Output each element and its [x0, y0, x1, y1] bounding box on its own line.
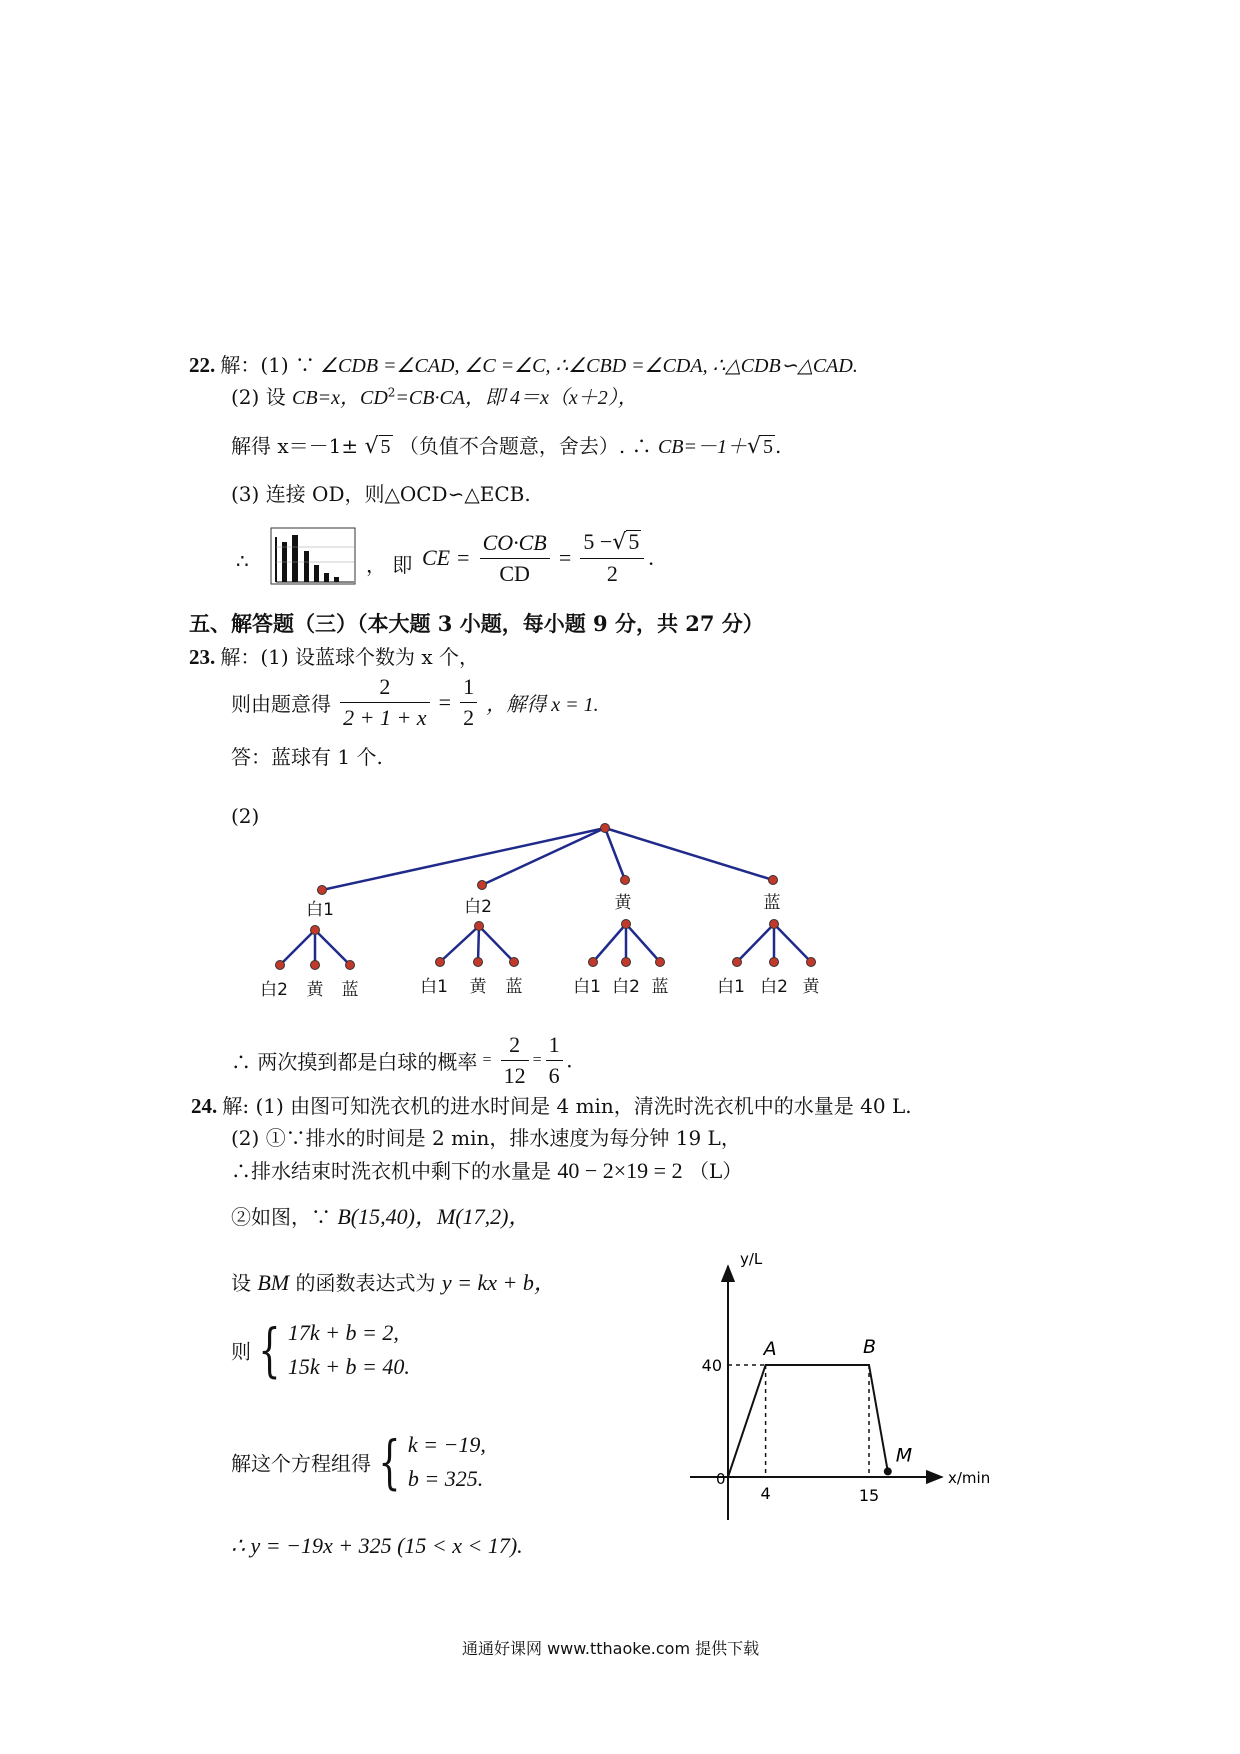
q22-line1: 22. 解：(1) ∵ ∠CDB =∠CAD, ∠C =∠C, ∴∠CBD =∠CDA, ∴△CDB∽△CAD.: [189, 353, 858, 377]
tree-leaf-2-1: [436, 958, 445, 967]
x-tick-4: 4: [760, 1484, 771, 1503]
tree-node-first-3: [621, 876, 630, 885]
tree-branch-3-3: [626, 924, 660, 962]
tree-leaf-2-2: [474, 958, 483, 967]
q22-line4: (3) 连接 OD，则△OCD∽△ECB.: [231, 482, 531, 506]
tree-leaf-label-3-3: 蓝: [651, 977, 669, 997]
tree-leaf-label-4-2: 白2: [760, 977, 788, 997]
fraction-1-over-6: $\frac{1}{6}$: [546, 1030, 563, 1091]
tree-leaf-label-4-1: 白1: [717, 977, 745, 997]
tree-branch-3: [605, 828, 625, 880]
tree-root-node: [601, 824, 610, 833]
q24-line1: 24. 解: (1) 由图可知洗衣机的进水时间是 4 min，清洗时洗衣机中的水量是 40 L.: [191, 1094, 912, 1118]
embedded-formula-image: [270, 527, 356, 585]
point-label-m: M: [895, 1444, 913, 1467]
y-axis-label: y/L: [740, 1250, 763, 1268]
tree-branch-1-1: [280, 930, 315, 965]
fraction-2-over-sum: $\frac{2}{2 + 1 + x}$: [340, 672, 429, 733]
tree-subnode-4: [770, 920, 779, 929]
tree-subnode-3: [622, 920, 631, 929]
tree-diagram: [250, 810, 870, 1010]
tree-leaf-label-2-2: 黄: [469, 977, 487, 997]
water-line: [728, 1365, 888, 1477]
q23-conclusion: ∴ 两次摸到都是白球的概率 = $\frac{2}{12}$ = $\frac{1}{6}$ .: [231, 1030, 572, 1091]
tree-branch-2: [482, 828, 605, 885]
section-heading: 五、解答题（三）（本大题 3 小题，每小题 9 分，共 27 分）: [189, 611, 764, 636]
q24-system1: 则 { 17k + b = 2, 15k + b = 40.: [231, 1316, 410, 1384]
q23-line2: 则由题意得 $\frac{2}{2 + 1 + x}$ = $\frac{1}{2}$ ，解得 x = 1.: [231, 672, 599, 733]
tree-leaf-1-3: [346, 961, 355, 970]
tree-branch-3-1: [593, 924, 626, 962]
tree-leaf-3-3: [656, 958, 665, 967]
tree-branch-1-3: [315, 930, 350, 965]
q23-part2-label: (2): [231, 804, 260, 828]
q23-line1: 23. 解：(1) 设蓝球个数为 x 个，: [189, 645, 480, 669]
tree-leaf-3-2: [622, 958, 631, 967]
q24-final-answer: ∴ y = −19x + 325 (15 < x < 17).: [231, 1533, 523, 1558]
tree-branch-2-3: [479, 926, 514, 962]
q24-system2: 解这个方程组得 { k = −19, b = 325.: [231, 1428, 486, 1496]
tree-leaf-4-1: [733, 958, 742, 967]
sqrt-symbol: √: [364, 434, 379, 459]
tree-node-first-1: [318, 886, 327, 895]
tree-branch-2-2: [478, 926, 479, 962]
origin-label: 0: [716, 1470, 726, 1488]
tree-branch-2-1: [440, 926, 479, 962]
q24-line5: 设 BM 的函数表达式为 y = kx + b，: [231, 1270, 556, 1295]
tree-label-first-3: 黄: [614, 893, 632, 913]
x-tick-15: 15: [858, 1486, 880, 1505]
page-footer: 通通好课网 www.tthaoke.com 提供下载: [462, 1639, 760, 1658]
tree-node-first-2: [478, 881, 487, 890]
tree-label-first-1: 白1: [306, 900, 334, 920]
q24-line2: (2) ①∵排水的时间是 2 min，排水速度为每分钟 19 L，: [231, 1126, 741, 1150]
tree-subnode-2: [475, 922, 484, 931]
tree-leaf-4-3: [807, 958, 816, 967]
q24-line4: ②如图，∵ B(15,40)，M(17,2)，: [231, 1204, 531, 1229]
tree-leaf-label-2-1: 白1: [420, 977, 448, 997]
water-volume-graph: [680, 1250, 1010, 1530]
tree-leaf-label-1-1: 白2: [260, 980, 288, 1000]
tree-leaf-2-3: [510, 958, 519, 967]
point-label-a: A: [763, 1338, 777, 1360]
tree-branch-4: [605, 828, 773, 880]
tree-leaf-label-1-3: 蓝: [341, 980, 359, 1000]
q23-line3: 答：蓝球有 1 个.: [231, 745, 383, 769]
tree-label-first-4: 蓝: [763, 893, 781, 913]
q24-number: 24.: [191, 1094, 218, 1118]
point-m: [884, 1467, 892, 1475]
tree-leaf-4-2: [770, 958, 779, 967]
tree-leaf-label-3-1: 白1: [573, 977, 601, 997]
x-axis-label: x/min: [948, 1469, 991, 1487]
y-tick-40: 40: [701, 1356, 722, 1375]
fraction-2-over-12: $\frac{2}{12}$: [501, 1030, 529, 1091]
tree-branch-4-3: [774, 924, 811, 962]
q24-line3: ∴排水结束时洗衣机中剩下的水量是 40 − 2×19 = 2 （L）: [231, 1158, 743, 1183]
tree-leaf-3-1: [589, 958, 598, 967]
tree-branch-1: [322, 828, 605, 890]
tree-leaf-label-3-2: 白2: [612, 977, 640, 997]
tree-leaf-label-1-2: 黄: [306, 980, 324, 1000]
tree-leaf-label-4-3: 黄: [802, 977, 820, 997]
fraction-1-over-2: $\frac{1}{2}$: [460, 672, 477, 733]
tree-subnode-1: [311, 926, 320, 935]
fraction-co-cb-over-cd: $\frac{CO\cdot CB}{CD}$: [480, 528, 550, 589]
tree-leaf-label-2-3: 蓝: [505, 977, 523, 997]
tree-leaf-1-1: [276, 961, 285, 970]
q22-line3: 解得 x＝－1± √ 5 （负值不合题意，舍去）. ∴ CB=－1＋√ 5 .: [231, 434, 782, 459]
fraction-5-minus-root5-over-2: $\frac{5 -√5}{2}$: [580, 527, 644, 589]
tree-node-first-4: [769, 876, 778, 885]
tree-leaf-1-2: [311, 961, 320, 970]
point-label-b: B: [863, 1336, 877, 1358]
q22-line2: (2) 设 CB=x，$CD^2=CB\cdot CA$，即 4＝x（x＋2），: [231, 385, 638, 409]
tree-label-first-2: 白2: [464, 897, 492, 917]
tree-branch-4-1: [737, 924, 774, 962]
q23-number: 23.: [189, 645, 216, 669]
q22-number: 22.: [189, 353, 216, 377]
